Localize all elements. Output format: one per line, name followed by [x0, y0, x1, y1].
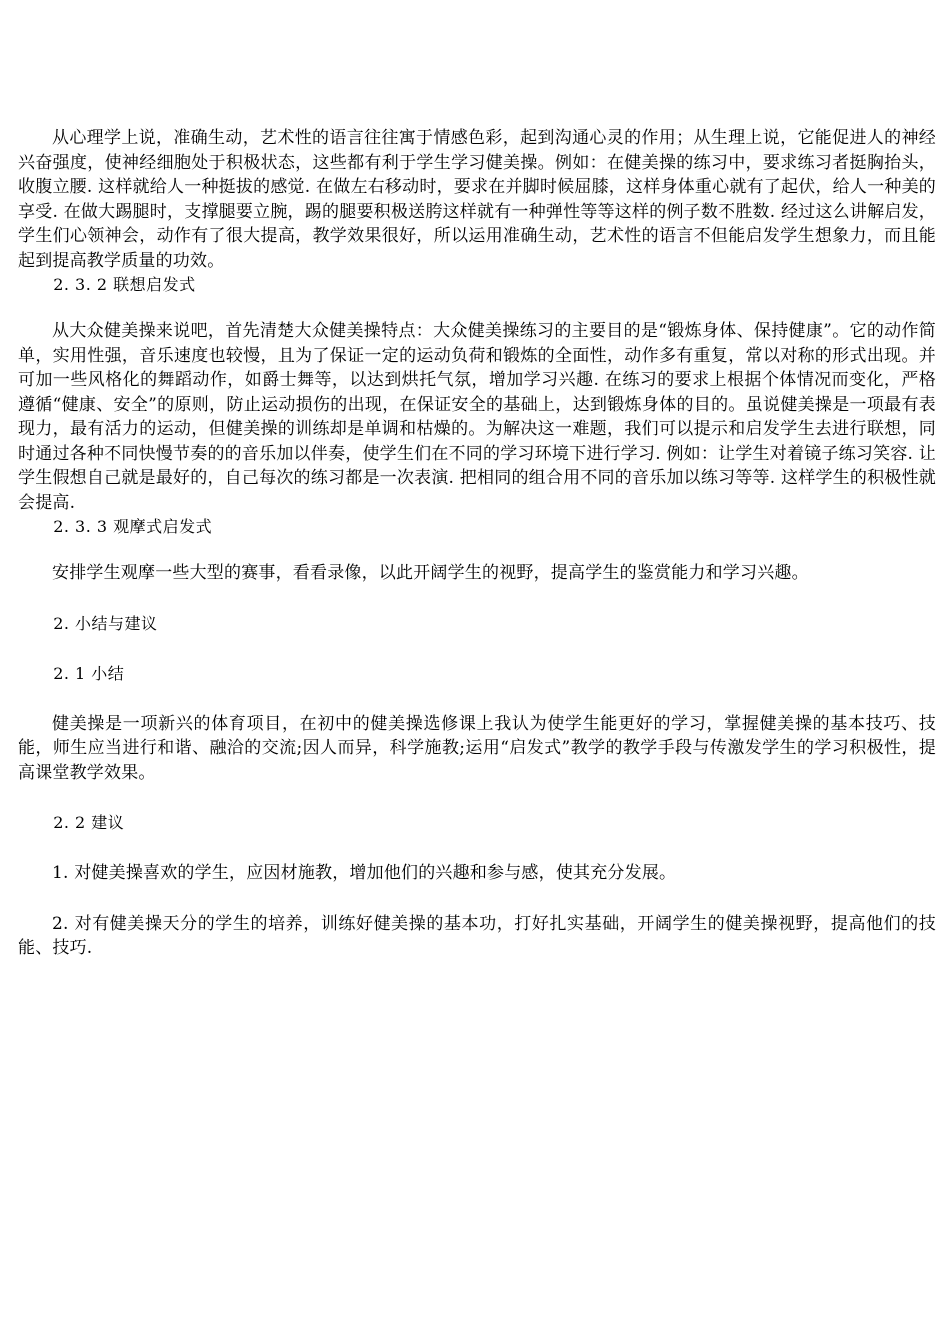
- heading-2-1: 2. 1 小结: [53, 663, 125, 683]
- spacer: [18, 785, 936, 811]
- spacer: [18, 886, 936, 912]
- document-page: [18, 126, 936, 961]
- paragraph-suggestion-2: 2. 对有健美操天分的学生的培养，训练好健美操的基本功，打好扎实基础，开阔学生的健美操视野，提高他们的技能、技巧.: [18, 913, 936, 958]
- paragraph-association: 从大众健美操来说吧，首先清楚大众健美操特点：大众健美操练习的主要目的是“锻炼身体、保持健康”。它的动作简单，实用性强，音乐速度也较慢，且为了保证一定的运动负荷和锻炼的全面性，动作多有重复，常以对称的形式出现。并可加一些风格化的舞蹈动作，如爵士舞等，以达到烘托气氛，增加学习兴趣. 在练习的要求上根据个体情况而变化，严格遵循“健康、安全”的原则，防止运动损伤的出现，在保证安全的基础上，达到锻炼身体的目的。虽说健美操是一项最有表现力，最有活力的运动，但健美操的训练却是单调和枯燥的。为解决这一难题，我们可以提示和启发学生去进行联想，同时通过各种不同快慢节奏的的音乐加以伴奏，使学生们在不同的学习环境下进行学习. 例如：让学生对着镜子练习笑容. 让学生假想自己就是最好的，自己每次的练习都是一次表演. 把相同的组合用不同的音乐加以练习等等. 这样学生的积极性就会提高.: [18, 321, 936, 513]
- paragraph-observation: 安排学生观摩一些大型的赛事，看看录像，以此开阔学生的视野，提高学生的鉴赏能力和学习兴趣。: [52, 563, 809, 583]
- paragraph-summary: 健美操是一项新兴的体育项目，在初中的健美操选修课上我认为使学生能更好的学习，掌握健美操的基本技巧、技能，师生应当进行和谐、融洽的交流;因人而异，科学施教;运用“启发式”教学的教学手段与传激发学生的学习积极性，提高课堂教学效果。: [18, 713, 936, 783]
- heading-2-3-2: 2. 3. 2 联想启发式: [53, 275, 196, 294]
- spacer: [18, 539, 936, 561]
- spacer: [18, 835, 936, 861]
- spacer: [18, 586, 936, 612]
- paragraph-psychology-language: 从心理学上说，准确生动，艺术性的语言往往寓于情感色彩，起到沟通心灵的作用；从生理上说，它能促进人的神经兴奋强度，使神经细胞处于积极状态，这些都有利于学生学习健美操。例如：在健美操的练习中，要求练习者挺胸抬头，收腹立腰. 这样就给人一种挺拔的感觉. 在做左右移动时，要求在并脚时候屈膝，这样身体重心就有了起伏，给人一种美的享受. 在做大踢腿时，支撑腿要立腕，踢的腿要积极送胯这样就有一种弹性等等这样的例子数不胜数. 经过这么讲解启发，学生们心领神会，动作有了很大提高，教学效果很好，所以运用准确生动，艺术性的语言不但能启发学生想象力，而且能起到提高教学质量的功效。: [18, 128, 936, 271]
- heading-2-2: 2. 2 建议: [53, 813, 125, 832]
- spacer: [18, 297, 936, 319]
- paragraph-suggestion-1: 1. 对健美操喜欢的学生，应因材施教，增加他们的兴趣和参与感，使其充分发展。: [52, 863, 677, 883]
- spacer: [18, 636, 936, 662]
- heading-2-summary: 2. 小结与建议: [53, 613, 158, 633]
- heading-2-3-3: 2. 3. 3 观摩式启发式: [53, 517, 213, 536]
- spacer: [18, 686, 936, 712]
